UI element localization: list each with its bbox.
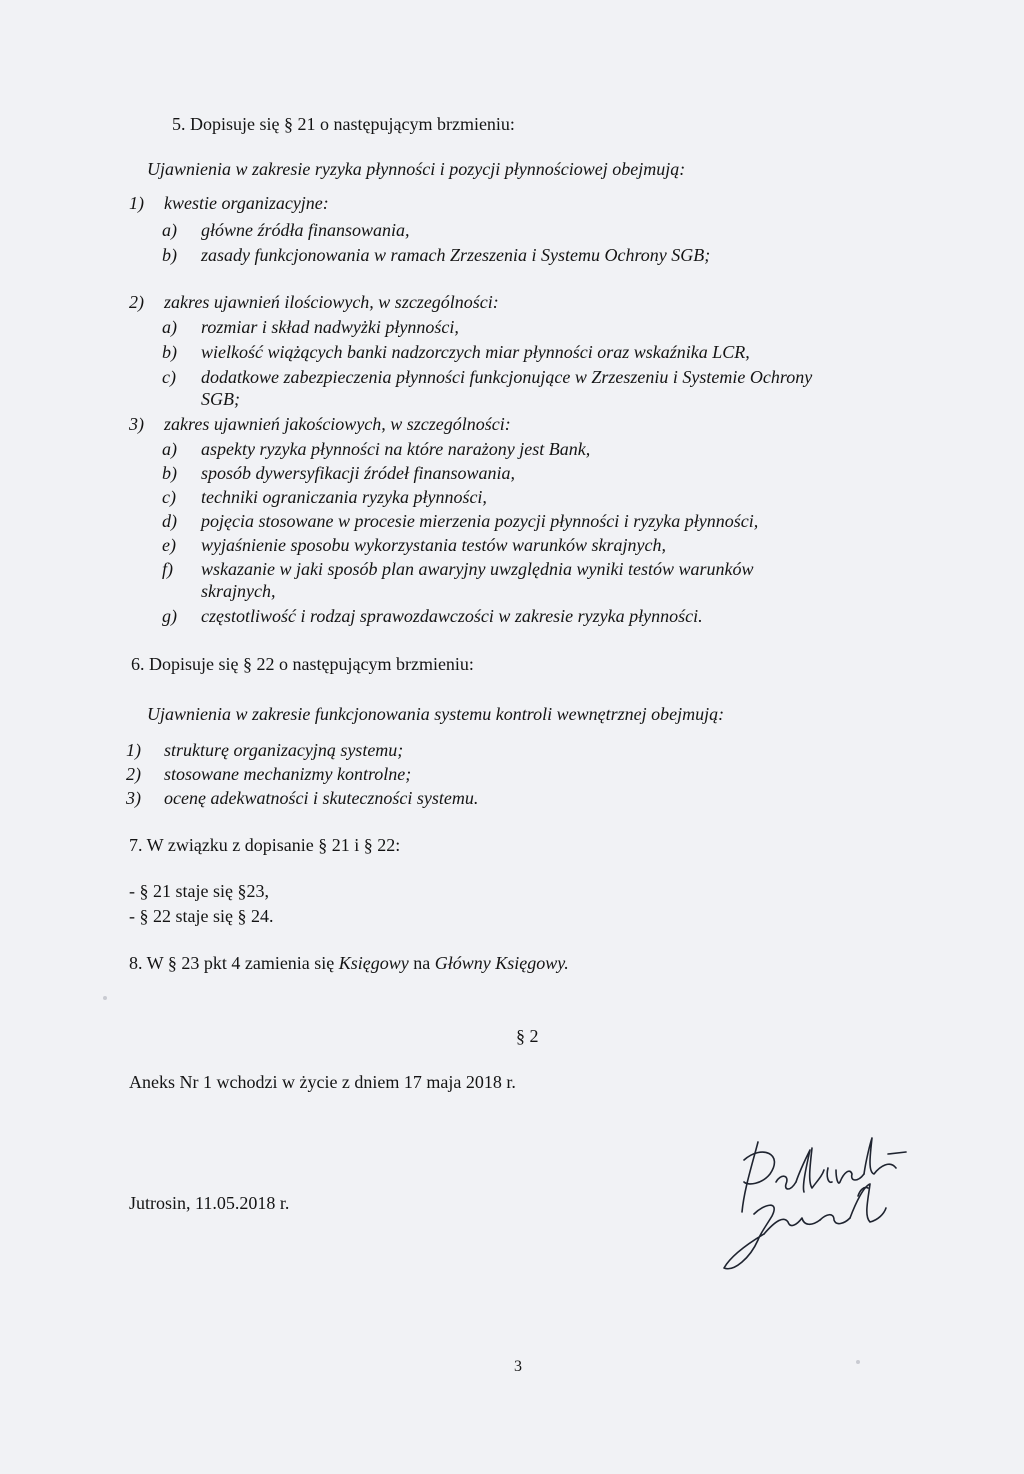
list-item: wyjaśnienie sposobu wykorzystania testów warunków skrajnych, (201, 535, 666, 555)
list-item: zakres ujawnień jakościowych, w szczególności: (164, 414, 511, 434)
list-item: zakres ujawnień ilościowych, w szczególności: (164, 292, 499, 312)
list-letter: d) (162, 511, 177, 531)
section-8-pre: 8. W § 23 pkt 4 zamienia się (129, 953, 339, 973)
scan-speck (103, 996, 107, 1000)
list-letter: c) (162, 367, 176, 387)
list-item: stosowane mechanizmy kontrolne; (164, 764, 412, 784)
list-item: ocenę adekwatności i skuteczności systemu. (164, 788, 479, 808)
list-item: techniki ograniczania ryzyka płynności, (201, 487, 487, 507)
section-6-heading: 6. Dopisuje się § 22 o następującym brzmieniu: (131, 654, 474, 674)
list-item: wielkość wiążących banki nadzorczych miar płynności oraz wskaźnika LCR, (201, 342, 750, 362)
list-letter: e) (162, 535, 176, 555)
list-number: 1) (126, 740, 141, 760)
list-letter: g) (162, 606, 177, 626)
section-8-new-term: Główny Księgowy. (434, 953, 569, 973)
paragraph-2-heading: § 2 (516, 1026, 539, 1046)
place-date: Jutrosin, 11.05.2018 r. (129, 1193, 290, 1213)
section-8-mid: na (408, 953, 435, 973)
renumber-line: - § 22 staje się § 24. (129, 906, 274, 926)
list-item: kwestie organizacyjne: (164, 193, 329, 213)
list-number: 2) (126, 764, 141, 784)
list-letter: f) (162, 559, 173, 579)
list-item: aspekty ryzyka płynności na które narażony jest Bank, (201, 439, 591, 459)
section-8-line (129, 952, 569, 974)
effective-date-text: Aneks Nr 1 wchodzi w życie z dniem 17 maja 2018 r. (129, 1072, 516, 1092)
renumber-line: - § 21 staje się §23, (129, 881, 269, 901)
list-item: wskazanie w jaki sposób plan awaryjny uwzględnia wyniki testów warunków (201, 559, 754, 579)
list-letter: b) (162, 245, 177, 265)
scan-speck (856, 1360, 860, 1364)
list-number: 1) (129, 193, 144, 213)
list-number: 3) (126, 788, 141, 808)
list-item: zasady funkcjonowania w ramach Zrzeszenia i Systemu Ochrony SGB; (201, 245, 711, 265)
section-6-intro: Ujawnienia w zakresie funkcjonowania systemu kontroli wewnętrznej obejmują: (147, 704, 725, 724)
list-item-continuation: SGB; (201, 389, 240, 409)
list-number: 2) (129, 292, 144, 312)
list-letter: c) (162, 487, 176, 507)
section-5-intro: Ujawnienia w zakresie ryzyka płynności i pozycji płynnościowej obejmują: (147, 159, 686, 179)
list-item: rozmiar i skład nadwyżki płynności, (201, 317, 459, 337)
list-letter: b) (162, 342, 177, 362)
list-number: 3) (129, 414, 144, 434)
list-item: strukturę organizacyjną systemu; (164, 740, 404, 760)
list-item: pojęcia stosowane w procesie mierzenia pozycji płynności i ryzyka płynności, (201, 511, 759, 531)
section-7-heading: 7. W związku z dopisanie § 21 i § 22: (129, 835, 401, 855)
page-number: 3 (514, 1358, 522, 1375)
list-item: sposób dywersyfikacji źródeł finansowania, (201, 463, 515, 483)
list-letter: a) (162, 220, 177, 240)
list-item: częstotliwość i rodzaj sprawozdawczości w zakresie ryzyka płynności. (201, 606, 703, 626)
list-item: dodatkowe zabezpieczenia płynności funkcjonujące w Zrzeszeniu i Systemie Ochrony (201, 367, 813, 387)
handwritten-signature (700, 1130, 940, 1280)
list-item: główne źródła finansowania, (201, 220, 410, 240)
list-letter: a) (162, 439, 177, 459)
list-item-continuation: skrajnych, (201, 581, 276, 601)
section-8-old-term: Księgowy (338, 953, 409, 973)
list-letter: b) (162, 463, 177, 483)
list-letter: a) (162, 317, 177, 337)
section-5-heading: 5. Dopisuje się § 21 o następującym brzmieniu: (172, 114, 515, 134)
